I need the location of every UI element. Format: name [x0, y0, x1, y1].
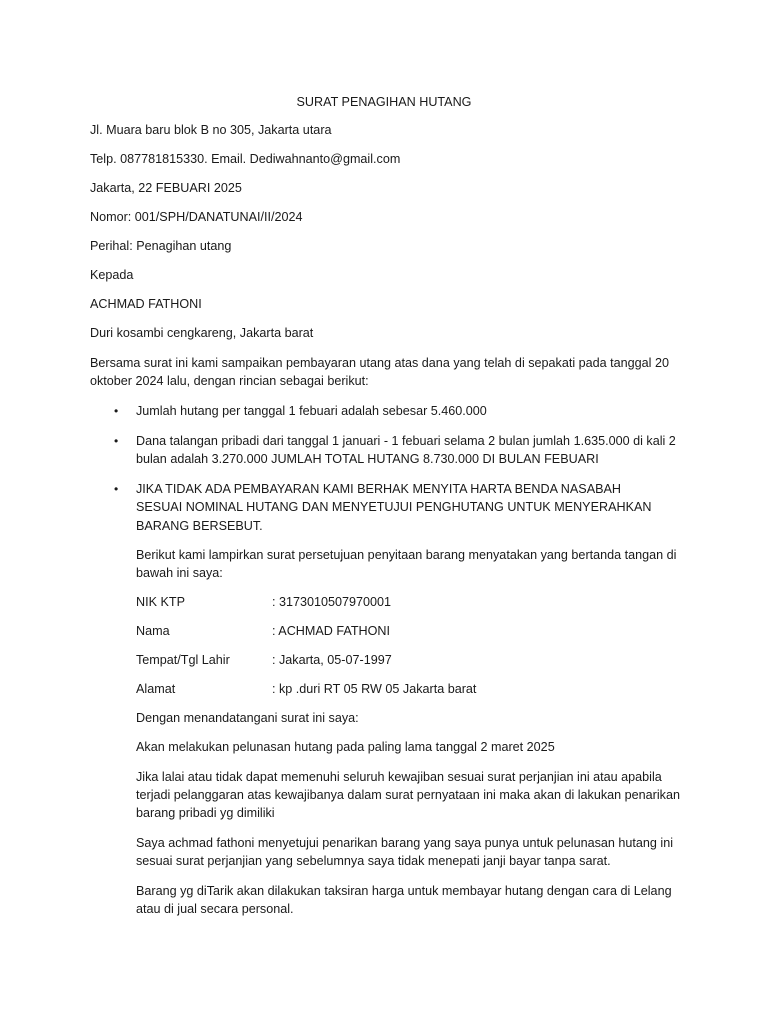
list-item — [90, 480, 670, 536]
bullet-icon: • — [114, 433, 119, 448]
identity-value: : ACHMAD FATHONI — [272, 624, 391, 638]
list-item — [90, 402, 690, 421]
identity-key: NIK KTP — [136, 595, 185, 609]
identity-row-alamat — [136, 681, 690, 698]
identity-row-nik — [136, 594, 690, 611]
identity-key: Nama — [136, 624, 170, 638]
recipient-address: Duri kosambi cengkareng, Jakarta barat — [90, 326, 314, 340]
bullet-icon: • — [114, 481, 119, 496]
recipient-name: ACHMAD FATHONI — [90, 297, 202, 311]
letter-subject: Perihal: Penagihan utang — [90, 239, 232, 253]
statement-intro: Dengan menandatangani surat ini saya: — [136, 711, 359, 725]
statement-repayment: Akan melakukan pelunasan hutang pada paling lama tanggal 2 maret 2025 — [136, 740, 555, 754]
debt-details-list — [90, 402, 690, 535]
identity-row-ttl — [136, 652, 690, 669]
sender-contact: Telp. 087781815330. Email. Dediwahnanto@gmail.com — [90, 152, 401, 166]
to-label: Kepada — [90, 268, 134, 282]
sender-address: Jl. Muara baru blok B no 305, Jakarta utara — [90, 123, 332, 137]
identity-key: Tempat/Tgl Lahir — [136, 653, 230, 667]
list-item-text: Jumlah hutang per tanggal 1 febuari adalah sebesar 5.460.000 — [136, 404, 487, 418]
identity-value: : Jakarta, 05-07-1997 — [272, 653, 392, 667]
list-item — [90, 432, 682, 469]
letter-date: Jakarta, 22 FEBUARI 2025 — [90, 181, 242, 195]
intro-paragraph: Bersama surat ini kami sampaikan pembayaran utang atas dana yang telah di sepakati pada tanggal 20 oktober 2024 lalu, dengan rincian sebagai berikut: — [90, 356, 669, 388]
statement-default: Jika lalai atau tidak dapat memenuhi seluruh kewajiban sesuai surat perjanjian ini atau apabila terjadi pelanggaran atas kewajibanya dalam surat pernyataan ini maka akan di lakukan penarikan barang pribadi yg dimiliki — [136, 770, 680, 820]
statement-appraisal: Barang yg diTarik akan dilakukan taksiran harga untuk membayar hutang dengan cara di Lelang atau di jual secara personal. — [136, 884, 672, 916]
letter-title: SURAT PENAGIHAN HUTANG — [296, 95, 472, 109]
identity-value: : kp .duri RT 05 RW 05 Jakarta barat — [272, 682, 477, 696]
letter-number: Nomor: 001/SPH/DANATUNAI/II/2024 — [90, 210, 303, 224]
statement-consent: Saya achmad fathoni menyetujui penarikan barang yang saya punya untuk pelunasan hutang ini sesuai surat perjanjian yang sebelumnya saya tidak menepati janji bayar tanpa sarat. — [136, 836, 674, 868]
bullet-icon: • — [114, 404, 119, 418]
identity-key: Alamat — [136, 682, 176, 696]
list-item-text: Dana talangan pribadi dari tanggal 1 januari - 1 febuari selama 2 bulan jumlah 1.635.000 di kali 2 bulan adalah 3.270.000 JUMLAH TOTAL HUTANG 8.730.000 DI BULAN FEBUARI — [136, 433, 676, 466]
identity-value: : 3173010507970001 — [272, 595, 392, 609]
letter-page — [90, 94, 690, 930]
attachment-intro: Berikut kami lampirkan surat persetujuan penyitaan barang menyatakan yang bertanda tangan di bawah ini saya: — [136, 548, 677, 580]
list-item-text: JIKA TIDAK ADA PEMBAYARAN KAMI BERHAK MENYITA HARTA BENDA NASABAH SESUAI NOMINAL HUTANG DAN MENYETUJUI PENGHUTANG UNTUK MENYERAHKAN BARANG BERSEBUT. — [136, 481, 652, 533]
identity-row-nama — [136, 623, 690, 640]
